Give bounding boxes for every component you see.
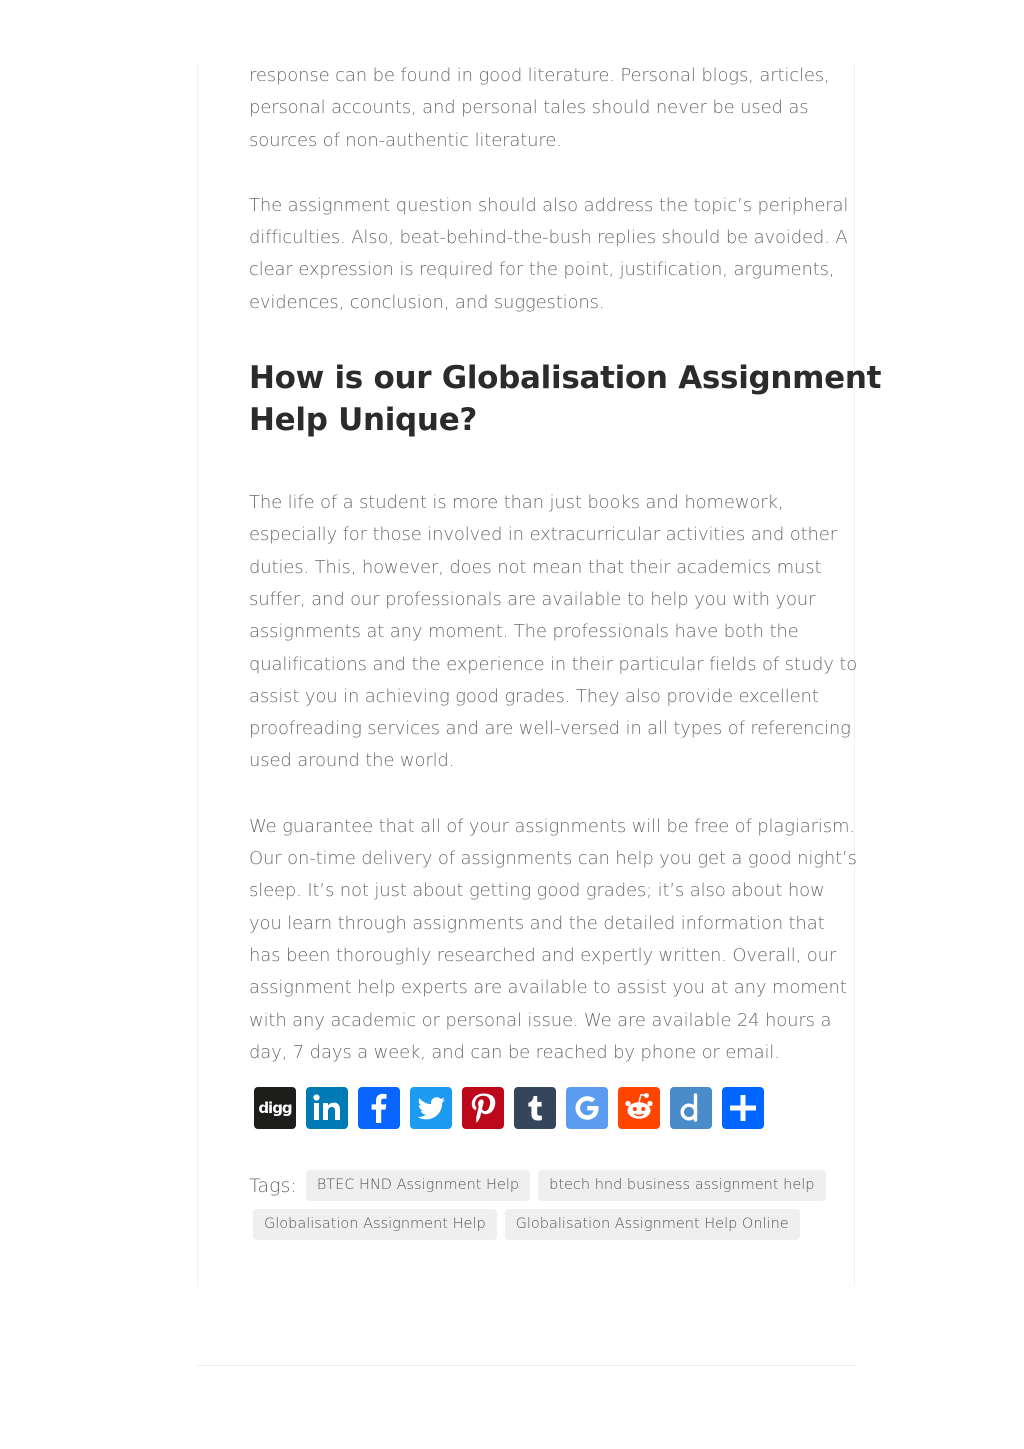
text-line: We guarantee that all of your assignments will be free of plagiarism.: [249, 815, 855, 837]
text-line: qualifications and the experience in their particular fields of study to: [249, 653, 858, 675]
text-line: The assignment question should also address the topic’s peripheral: [249, 194, 849, 216]
article-paragraph: [249, 811, 857, 1069]
facebook-icon: [358, 1087, 400, 1129]
share-more-button[interactable]: [722, 1087, 764, 1129]
text-line: assignment help experts are available to assist you at any moment: [249, 977, 847, 999]
article-paragraph: [249, 487, 858, 778]
text-line: day, 7 days a week, and can be reached by phone or email.: [249, 1041, 780, 1063]
share-plus-icon: [722, 1087, 764, 1129]
heading-line: Help Unique?: [249, 402, 478, 439]
text-line: The life of a student is more than just books and homework,: [249, 492, 784, 514]
tag-link[interactable]: Globalisation Assignment Help Online: [505, 1209, 800, 1240]
text-line: sleep. It’s not just about getting good grades; it’s also about how: [249, 880, 825, 902]
text-line: has been thoroughly researched and expertly written. Overall, our: [249, 944, 837, 966]
text-line: clear expression is required for the point, justification, arguments,: [249, 259, 835, 281]
digg-icon: [255, 1098, 295, 1118]
share-bar: [254, 1087, 764, 1129]
text-line: evidences, conclusion, and suggestions.: [249, 291, 605, 313]
text-line: response can be found in good literature. Personal blogs, articles,: [249, 65, 830, 86]
article-body: [249, 60, 882, 1102]
share-linkedin-button[interactable]: [306, 1087, 348, 1129]
digg-wordmark: digg: [258, 1099, 292, 1117]
tags-row: [249, 1209, 809, 1240]
text-line: suffer, and our professionals are available to help you with your: [249, 588, 816, 610]
share-diigo-button[interactable]: [670, 1087, 712, 1129]
tumblr-icon: [514, 1087, 556, 1129]
share-twitter-button[interactable]: [410, 1087, 452, 1129]
text-line: you learn through assignments and the detailed information that: [249, 912, 825, 934]
section-heading: [249, 357, 882, 441]
text-line: duties. This, however, does not mean that their academics must: [249, 556, 822, 578]
text-line: proofreading services and are well-versed in all types of referencing: [249, 718, 851, 740]
article-paragraph: [249, 60, 830, 157]
text-line: assist you in achieving good grades. They also provide excellent: [249, 685, 819, 707]
reddit-icon: [618, 1087, 660, 1129]
footer-divider: [197, 1365, 855, 1366]
linkedin-icon: [306, 1087, 348, 1129]
tag-link[interactable]: BTEC HND Assignment Help: [306, 1170, 530, 1201]
text-line: Our on-time delivery of assignments can help you get a good night’s: [249, 848, 857, 870]
share-google-button[interactable]: [566, 1087, 608, 1129]
text-line: personal accounts, and personal tales should never be used as: [249, 97, 809, 119]
tags-label: Tags:: [249, 1174, 297, 1197]
tag-link[interactable]: btech hnd business assignment help: [538, 1170, 825, 1201]
text-line: sources of non-authentic literature.: [249, 129, 562, 151]
heading-line: How is our Globalisation Assignment: [249, 360, 882, 397]
pinterest-icon: [462, 1087, 504, 1129]
text-line: difficulties. Also, beat-behind-the-bush replies should be avoided. A: [249, 227, 848, 249]
text-line: used around the world.: [249, 750, 455, 772]
text-line: especially for those involved in extracurricular activities and other: [249, 524, 837, 546]
share-digg-button[interactable]: [254, 1087, 296, 1129]
share-facebook-button[interactable]: [358, 1087, 400, 1129]
text-line: assignments at any moment. The professionals have both the: [249, 621, 799, 643]
google-icon: [566, 1087, 608, 1129]
text-line: with any academic or personal issue. We are available 24 hours a: [249, 1009, 832, 1031]
share-reddit-button[interactable]: [618, 1087, 660, 1129]
twitter-icon: [410, 1087, 452, 1129]
tag-link[interactable]: Globalisation Assignment Help: [253, 1209, 497, 1240]
share-tumblr-button[interactable]: [514, 1087, 556, 1129]
diigo-icon: [670, 1087, 712, 1129]
tags-section: [249, 1170, 815, 1248]
share-pinterest-button[interactable]: [462, 1087, 504, 1129]
article-paragraph: [249, 190, 849, 319]
tags-row: [249, 1170, 815, 1201]
